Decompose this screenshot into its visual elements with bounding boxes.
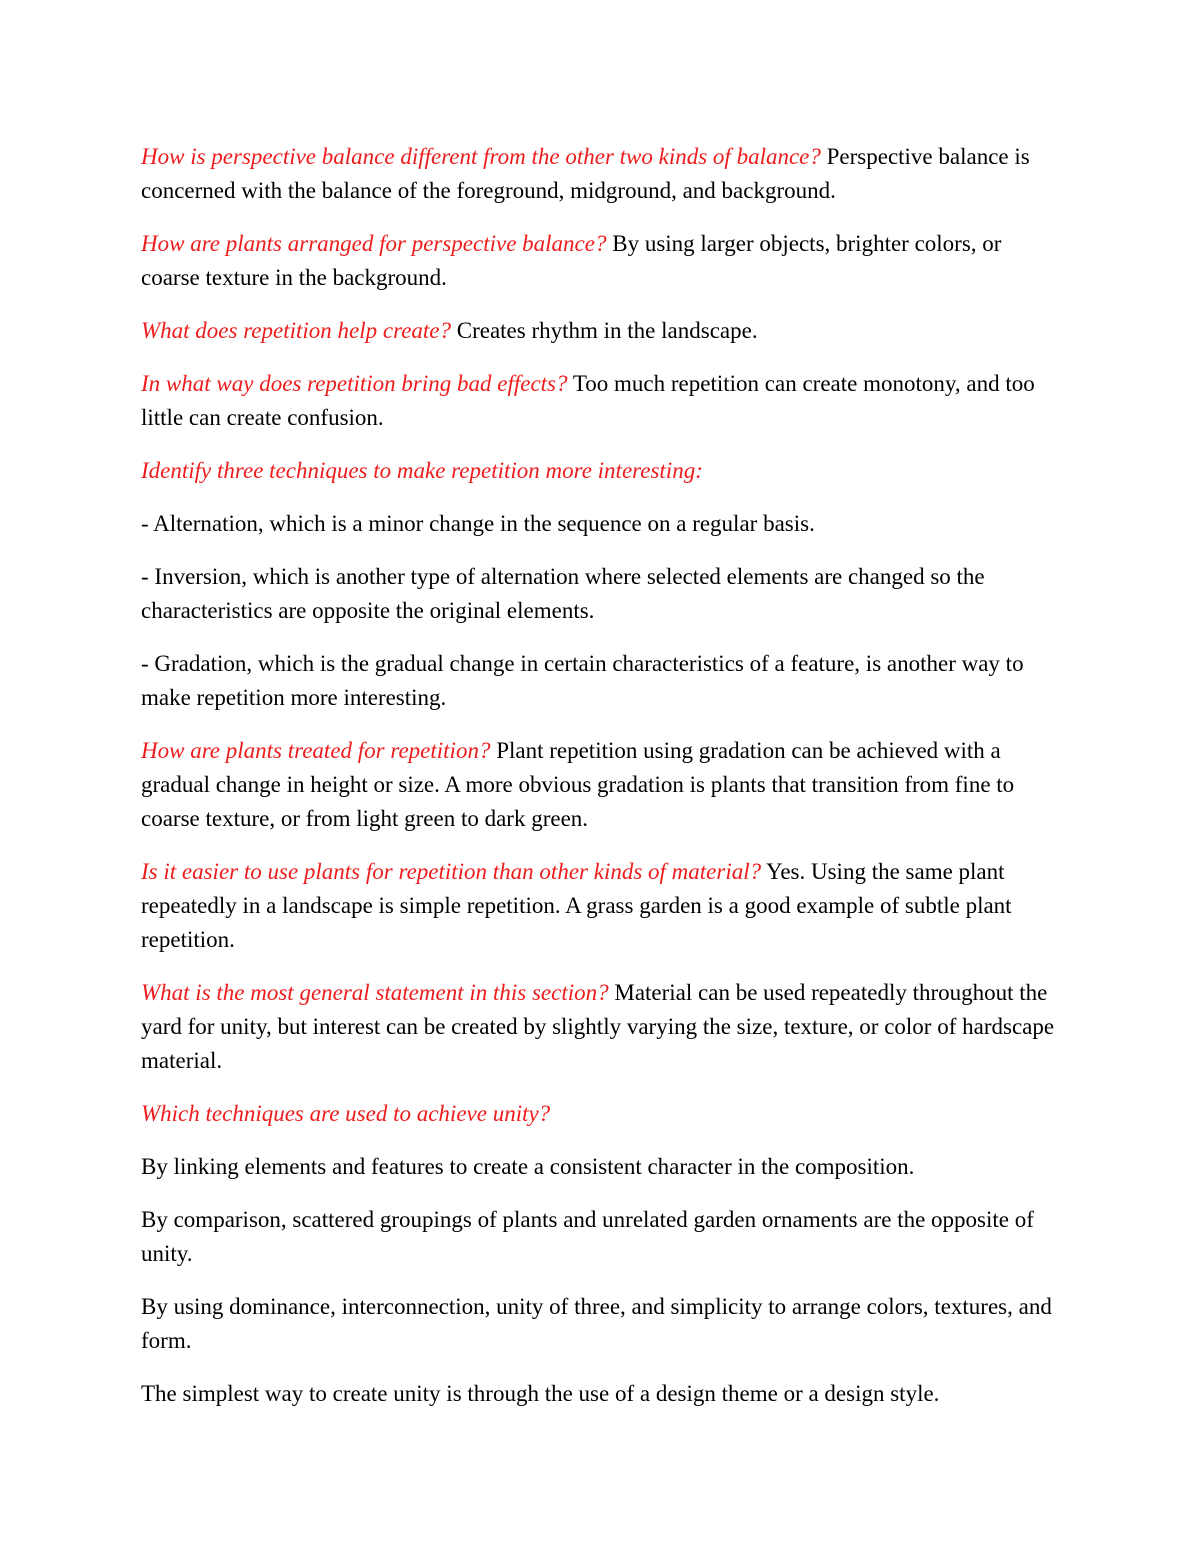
answer-text: Yes. Using the same plant repeatedly in a landscape is simple repetition. A grass garden is a good example of subtle plant repetition. <box>141 859 1012 952</box>
paragraph-plants-repetition <box>141 734 1061 836</box>
answer-text: By linking elements and features to create a consistent character in the composition. <box>141 1154 915 1179</box>
question-text: Which techniques are used to achieve unity? <box>141 1101 551 1126</box>
answer-text: Creates rhythm in the landscape. <box>451 318 758 343</box>
answer-text: By comparison, scattered groupings of plants and unrelated garden ornaments are the opposite of unity. <box>141 1207 1034 1266</box>
question-text: Is it easier to use plants for repetition than other kinds of material? <box>141 859 762 884</box>
answer-text: By using dominance, interconnection, unity of three, and simplicity to arrange colors, textures, and form. <box>141 1294 1052 1353</box>
question-text: What is the most general statement in this section? <box>141 980 609 1005</box>
paragraph-plants-easier <box>141 855 1061 957</box>
answer-text: Material can be used repeatedly throughout the yard for unity, but interest can be created by slightly varying the size, texture, or color of hardscape material. <box>141 980 1055 1073</box>
paragraph-unity-linking <box>141 1150 1061 1184</box>
paragraph-repetition-bad-effects <box>141 367 1061 435</box>
paragraph-perspective-balance <box>141 140 1061 208</box>
question-text: What does repetition help create? <box>141 318 451 343</box>
answer-text: Too much repetition can create monotony, and too little can create confusion. <box>141 371 1035 430</box>
answer-text: - Alternation, which is a minor change in the sequence on a regular basis. <box>141 511 815 536</box>
paragraph-general-statement <box>141 976 1061 1078</box>
list-item-alternation <box>141 507 1061 541</box>
question-text: Identify three techniques to make repetition more interesting: <box>141 458 703 483</box>
paragraph-unity-techniques <box>141 1097 1061 1131</box>
paragraph-unity-dominance <box>141 1290 1061 1358</box>
answer-text: By using larger objects, brighter colors, or coarse texture in the background. <box>141 231 1002 290</box>
paragraph-unity-comparison <box>141 1203 1061 1271</box>
question-text: How are plants treated for repetition? <box>141 738 491 763</box>
question-text: How is perspective balance different from the other two kinds of balance? <box>141 144 821 169</box>
document-page <box>141 140 1061 1430</box>
question-text: How are plants arranged for perspective balance? <box>141 231 607 256</box>
answer-text: Perspective balance is concerned with the balance of the foreground, midground, and background. <box>141 144 1030 203</box>
paragraph-plants-perspective <box>141 227 1061 295</box>
list-item-inversion <box>141 560 1061 628</box>
list-item-gradation <box>141 647 1061 715</box>
answer-text: The simplest way to create unity is through the use of a design theme or a design style. <box>141 1381 940 1406</box>
answer-text: Plant repetition using gradation can be achieved with a gradual change in height or size. A more obvious gradation is plants that transition from fine to coarse texture, or from light green to dark green. <box>141 738 1015 831</box>
paragraph-unity-simplest <box>141 1377 1061 1411</box>
question-text: In what way does repetition bring bad effects? <box>141 371 568 396</box>
answer-text: - Gradation, which is the gradual change in certain characteristics of a feature, is another way to make repetition more interesting. <box>141 651 1024 710</box>
paragraph-three-techniques <box>141 454 1061 488</box>
answer-text: - Inversion, which is another type of alternation where selected elements are changed so the characteristics are opposite the original elements. <box>141 564 985 623</box>
paragraph-repetition-create <box>141 314 1061 348</box>
